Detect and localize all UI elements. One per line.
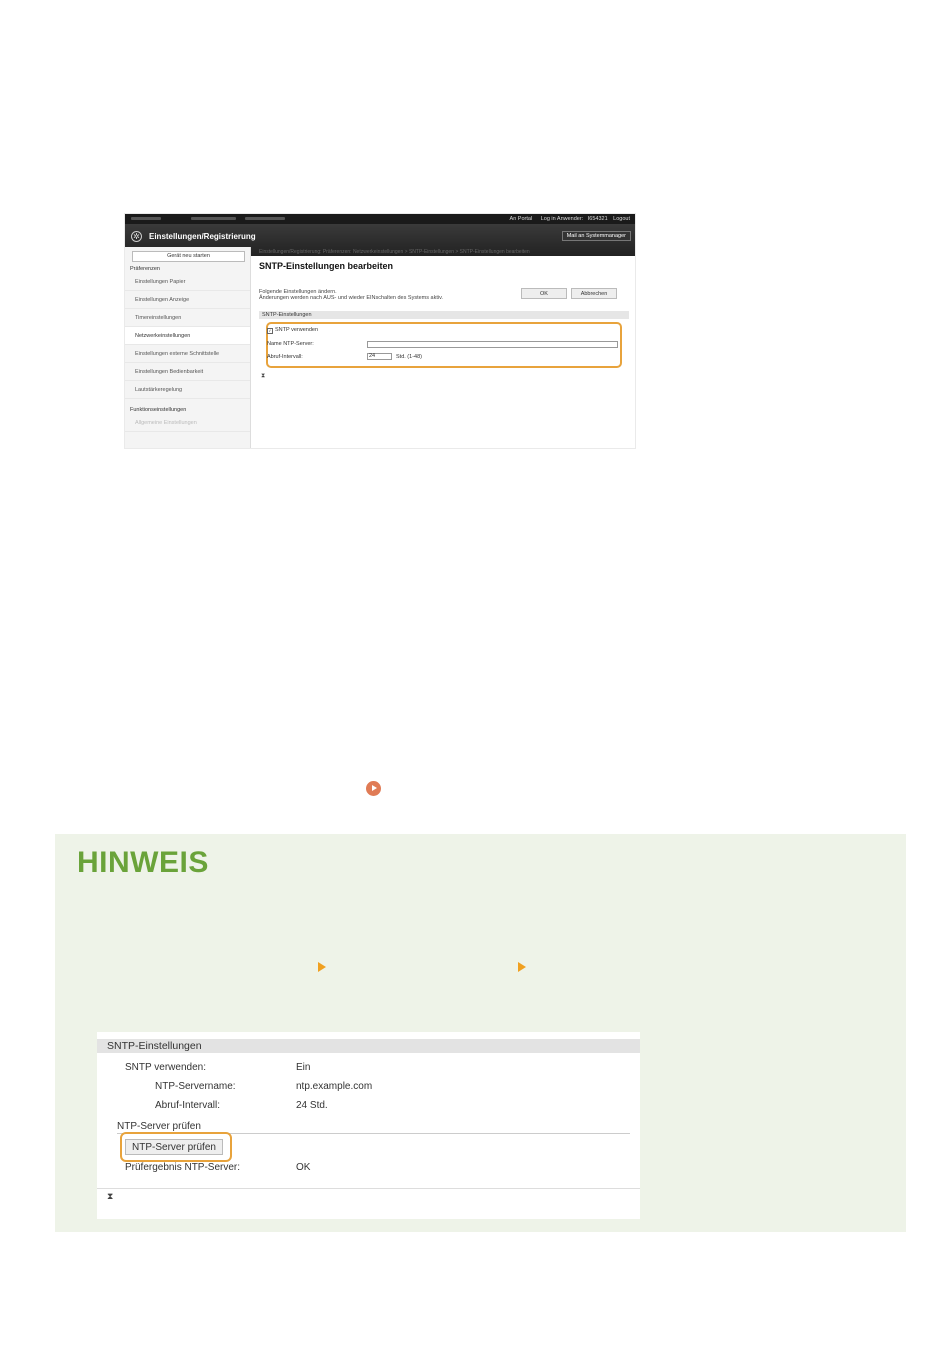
blurred-text: [191, 217, 236, 220]
sidebar-category-functions: Funktionseinstellungen: [130, 407, 187, 413]
highlight-frame: [120, 1132, 232, 1162]
cancel-button[interactable]: Abbrechen: [571, 288, 617, 299]
breadcrumb: Einstellungen/Registrierung: Präferenzen: Netzwerkeinstellungen > SNTP-Einstellungen > SNTP-Einstellungen bearbeiten: [259, 249, 530, 255]
page-title: Einstellungen/Registrierung: [149, 232, 256, 241]
remote-ui-screenshot-sntp-check: [97, 1032, 640, 1219]
use-sntp-label: SNTP verwenden: [275, 327, 319, 333]
circle-arrow-icon: [366, 781, 381, 796]
check-result-value: OK: [296, 1162, 311, 1173]
settings-gear-icon: ✲: [131, 231, 142, 242]
back-to-top-icon[interactable]: ⧗: [261, 373, 266, 379]
restart-device-button[interactable]: Gerät neu starten: [132, 251, 245, 262]
sidebar-category-preferences: Präferenzen: [130, 266, 160, 272]
login-user-label: Log in Anwender:: [540, 215, 584, 222]
logout-link[interactable]: Logout: [613, 215, 630, 222]
use-sntp-label: SNTP verwenden:: [125, 1062, 206, 1073]
sidebar-item-network[interactable]: Netzwerkeinstellungen: [125, 327, 250, 345]
sidebar-item-accessibility[interactable]: Einstellungen Bedienbarkeit: [125, 363, 250, 381]
portal-link[interactable]: An Portal: [509, 215, 533, 222]
section-header: SNTP-Einstellungen: [97, 1039, 640, 1053]
interval-unit: Std. (1-48): [396, 354, 422, 360]
remote-ui-screenshot-sntp-edit: [124, 213, 636, 449]
use-sntp-checkbox[interactable]: ✓: [268, 328, 272, 333]
ntp-server-label: Name NTP-Server:: [267, 341, 314, 347]
divider: [97, 1188, 640, 1189]
check-section-title: NTP-Server prüfen: [117, 1121, 201, 1132]
interval-input[interactable]: 24: [367, 353, 392, 360]
top-links: [503, 216, 630, 222]
sidebar-item-display[interactable]: Einstellungen Anzeige: [125, 291, 250, 309]
sidebar-item-external-interface[interactable]: Einstellungen externe Schnittstelle: [125, 345, 250, 363]
info-text: [259, 289, 443, 301]
check-ntp-server-button[interactable]: NTP-Server prüfen: [125, 1139, 223, 1155]
use-sntp-row: [267, 327, 318, 334]
interval-value: 24 Std.: [296, 1100, 328, 1111]
sidebar-item-volume[interactable]: Lautstärkeregelung: [125, 381, 250, 399]
ok-button[interactable]: OK: [521, 288, 567, 299]
sidebar: [125, 247, 251, 449]
use-sntp-value: Ein: [296, 1062, 311, 1073]
info-line-1: Folgende Einstellungen ändern.: [259, 289, 337, 295]
arrow-right-icon: [518, 962, 526, 972]
top-bar: [125, 214, 635, 224]
info-line-2: Änderungen werden nach AUS- und wieder EINschalten des Systems aktiv.: [259, 295, 443, 301]
arrow-right-icon: [318, 962, 326, 972]
check-result-label: Prüfergebnis NTP-Server:: [125, 1162, 241, 1173]
blurred-text: [245, 217, 285, 220]
ntp-server-input[interactable]: [367, 341, 618, 348]
sidebar-item-timer[interactable]: Timereinstellungen: [125, 309, 250, 327]
page-heading: SNTP-Einstellungen bearbeiten: [259, 261, 394, 271]
mail-to-manager-button[interactable]: Mail an Systemmanager: [562, 231, 631, 241]
main-content: [259, 249, 629, 379]
interval-label: Abruf-Intervall:: [155, 1100, 221, 1111]
ntp-servername-label: NTP-Servername:: [155, 1081, 236, 1092]
blurred-text: [131, 217, 161, 220]
login-user: I654321: [587, 215, 608, 222]
ntp-servername-value: ntp.example.com: [296, 1081, 373, 1092]
sidebar-item-general[interactable]: Allgemeine Einstellungen: [125, 414, 250, 432]
sidebar-item-paper[interactable]: Einstellungen Papier: [125, 273, 250, 291]
note-title: HINWEIS: [77, 846, 209, 879]
section-header: SNTP-Einstellungen: [259, 311, 629, 319]
interval-label: Abruf-Intervall:: [267, 354, 303, 360]
back-to-top-icon[interactable]: ⧗: [107, 1191, 114, 1201]
